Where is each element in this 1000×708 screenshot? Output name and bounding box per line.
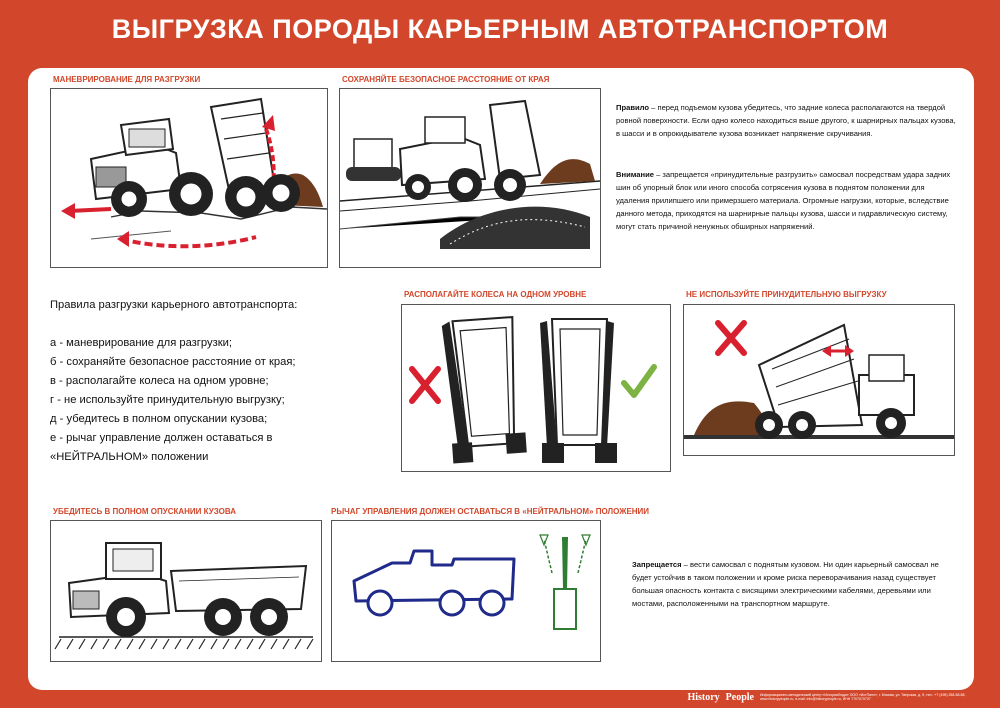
lowered-illustration (51, 521, 321, 661)
panel-maneuver (50, 88, 328, 268)
footer (687, 689, 970, 705)
panel-forced (683, 304, 955, 456)
caption-forced: НЕ ИСПОЛЬЗУЙТЕ ПРИНУДИТЕЛЬНУЮ ВЫГРУЗКУ (686, 290, 887, 299)
note-attention-text: – запрещается «принудительные разгрузить» самосвал посредствам удара задних шин об упорный блок или иного способа сотрясения кузова в поднятом положении для удаления прилипшего или примерзшего материала. Огромные нагрузки, которые, вследствие данного метода, приходятся на шарнирные пальцы кузова, шасси и гидравлическую систему, могут стать причиной ненужных обширных напряжений. (616, 170, 951, 231)
brand-people: People (725, 691, 754, 703)
maneuver-illustration (51, 89, 327, 267)
caption-distance: СОХРАНЯЙТЕ БЕЗОПАСНОЕ РАССТОЯНИЕ ОТ КРАЯ (342, 75, 550, 84)
note-forbidden-label: Запрещается (632, 560, 682, 569)
neutral-illustration (332, 521, 600, 661)
caption-maneuver: МАНЕВРИРОВАНИЕ ДЛЯ РАЗГРУЗКИ (53, 75, 201, 84)
note-forbidden (632, 558, 944, 610)
rule-item: е - рычаг управление должен оставаться в «НЕЙТРАЛЬНОМ» положении (50, 432, 273, 463)
truck-outline-icon (354, 551, 514, 615)
note-attention (616, 168, 956, 233)
distance-illustration (340, 89, 600, 267)
panel-distance (339, 88, 601, 268)
brand-history: History (687, 691, 720, 703)
poster-title: ВЫГРУЗКА ПОРОДЫ КАРЬЕРНЫМ АВТОТРАНСПОРТОМ (111, 14, 889, 44)
caption-level: РАСПОЛАГАЙТЕ КОЛЕСА НА ОДНОМ УРОВНЕ (404, 290, 587, 299)
rule-item: г - не используйте принудительную выгрузку; (50, 394, 285, 406)
note-rule-label: Правило (616, 103, 650, 112)
caption-lowered: УБЕДИТЕСЬ В ПОЛНОМ ОПУСКАНИИ КУЗОВА (53, 507, 236, 516)
note-attention-label: Внимание (616, 170, 654, 179)
caption-neutral: РЫЧАГ УПРАВЛЕНИЯ ДОЛЖЕН ОСТАВАТЬСЯ В «НЕЙТРАЛЬНОМ» ПОЛОЖЕНИИ (331, 507, 650, 516)
note-rule-text: – перед подъемом кузова убедитесь, что задние колеса располагаются на твердой ровной поверхности. Если одно колесо находиться выше другого, к шарнирных пальцах кузова, в шасси и в опрокидывателе кузова возникает напряжение скручивания. (616, 103, 956, 138)
panel-neutral (331, 520, 601, 662)
check-icon (624, 367, 654, 395)
panel-level (401, 304, 671, 472)
rules-list (50, 296, 310, 467)
note-forbidden-text: – вести самосвал с поднятым кузовом. Ни один карьерный самосвал не будет устойчив в таком положении и кроме риска переворачивания назад существует большая опасность контакта с висящими электрическими кабелями, деревьями или мостами, расположенными на транспортном маршруте. (632, 560, 939, 608)
rule-item: в - располагайте колеса на одном уровне; (50, 375, 269, 387)
rules-lead: Правила разгрузки карьерного автотранспорта: (50, 299, 298, 311)
panel-lowered (50, 520, 322, 662)
footer-fine-print: Информационно-методический центр «ИсторияЛюди» ООО «ИстПипл», г. Москва, ул. Тверская, д. 9, тел.: +7 (495) 258-58-58, www.historypeople.ru, e-mail: info@historypeople.ru, ИНН 7707070707 (760, 692, 966, 701)
lever-icon (540, 535, 590, 629)
arrow-left-icon (61, 203, 111, 219)
level-illustration (402, 305, 670, 471)
rule-item: а - маневрирование для разгрузки; (50, 337, 232, 349)
note-rule (616, 101, 956, 140)
cross-icon (718, 323, 744, 353)
cross-icon (412, 369, 438, 401)
forced-illustration (684, 305, 954, 455)
rule-item: д - убедитесь в полном опускании кузова; (50, 413, 268, 425)
rule-item: б - сохраняйте безопасное расстояние от края; (50, 356, 296, 368)
